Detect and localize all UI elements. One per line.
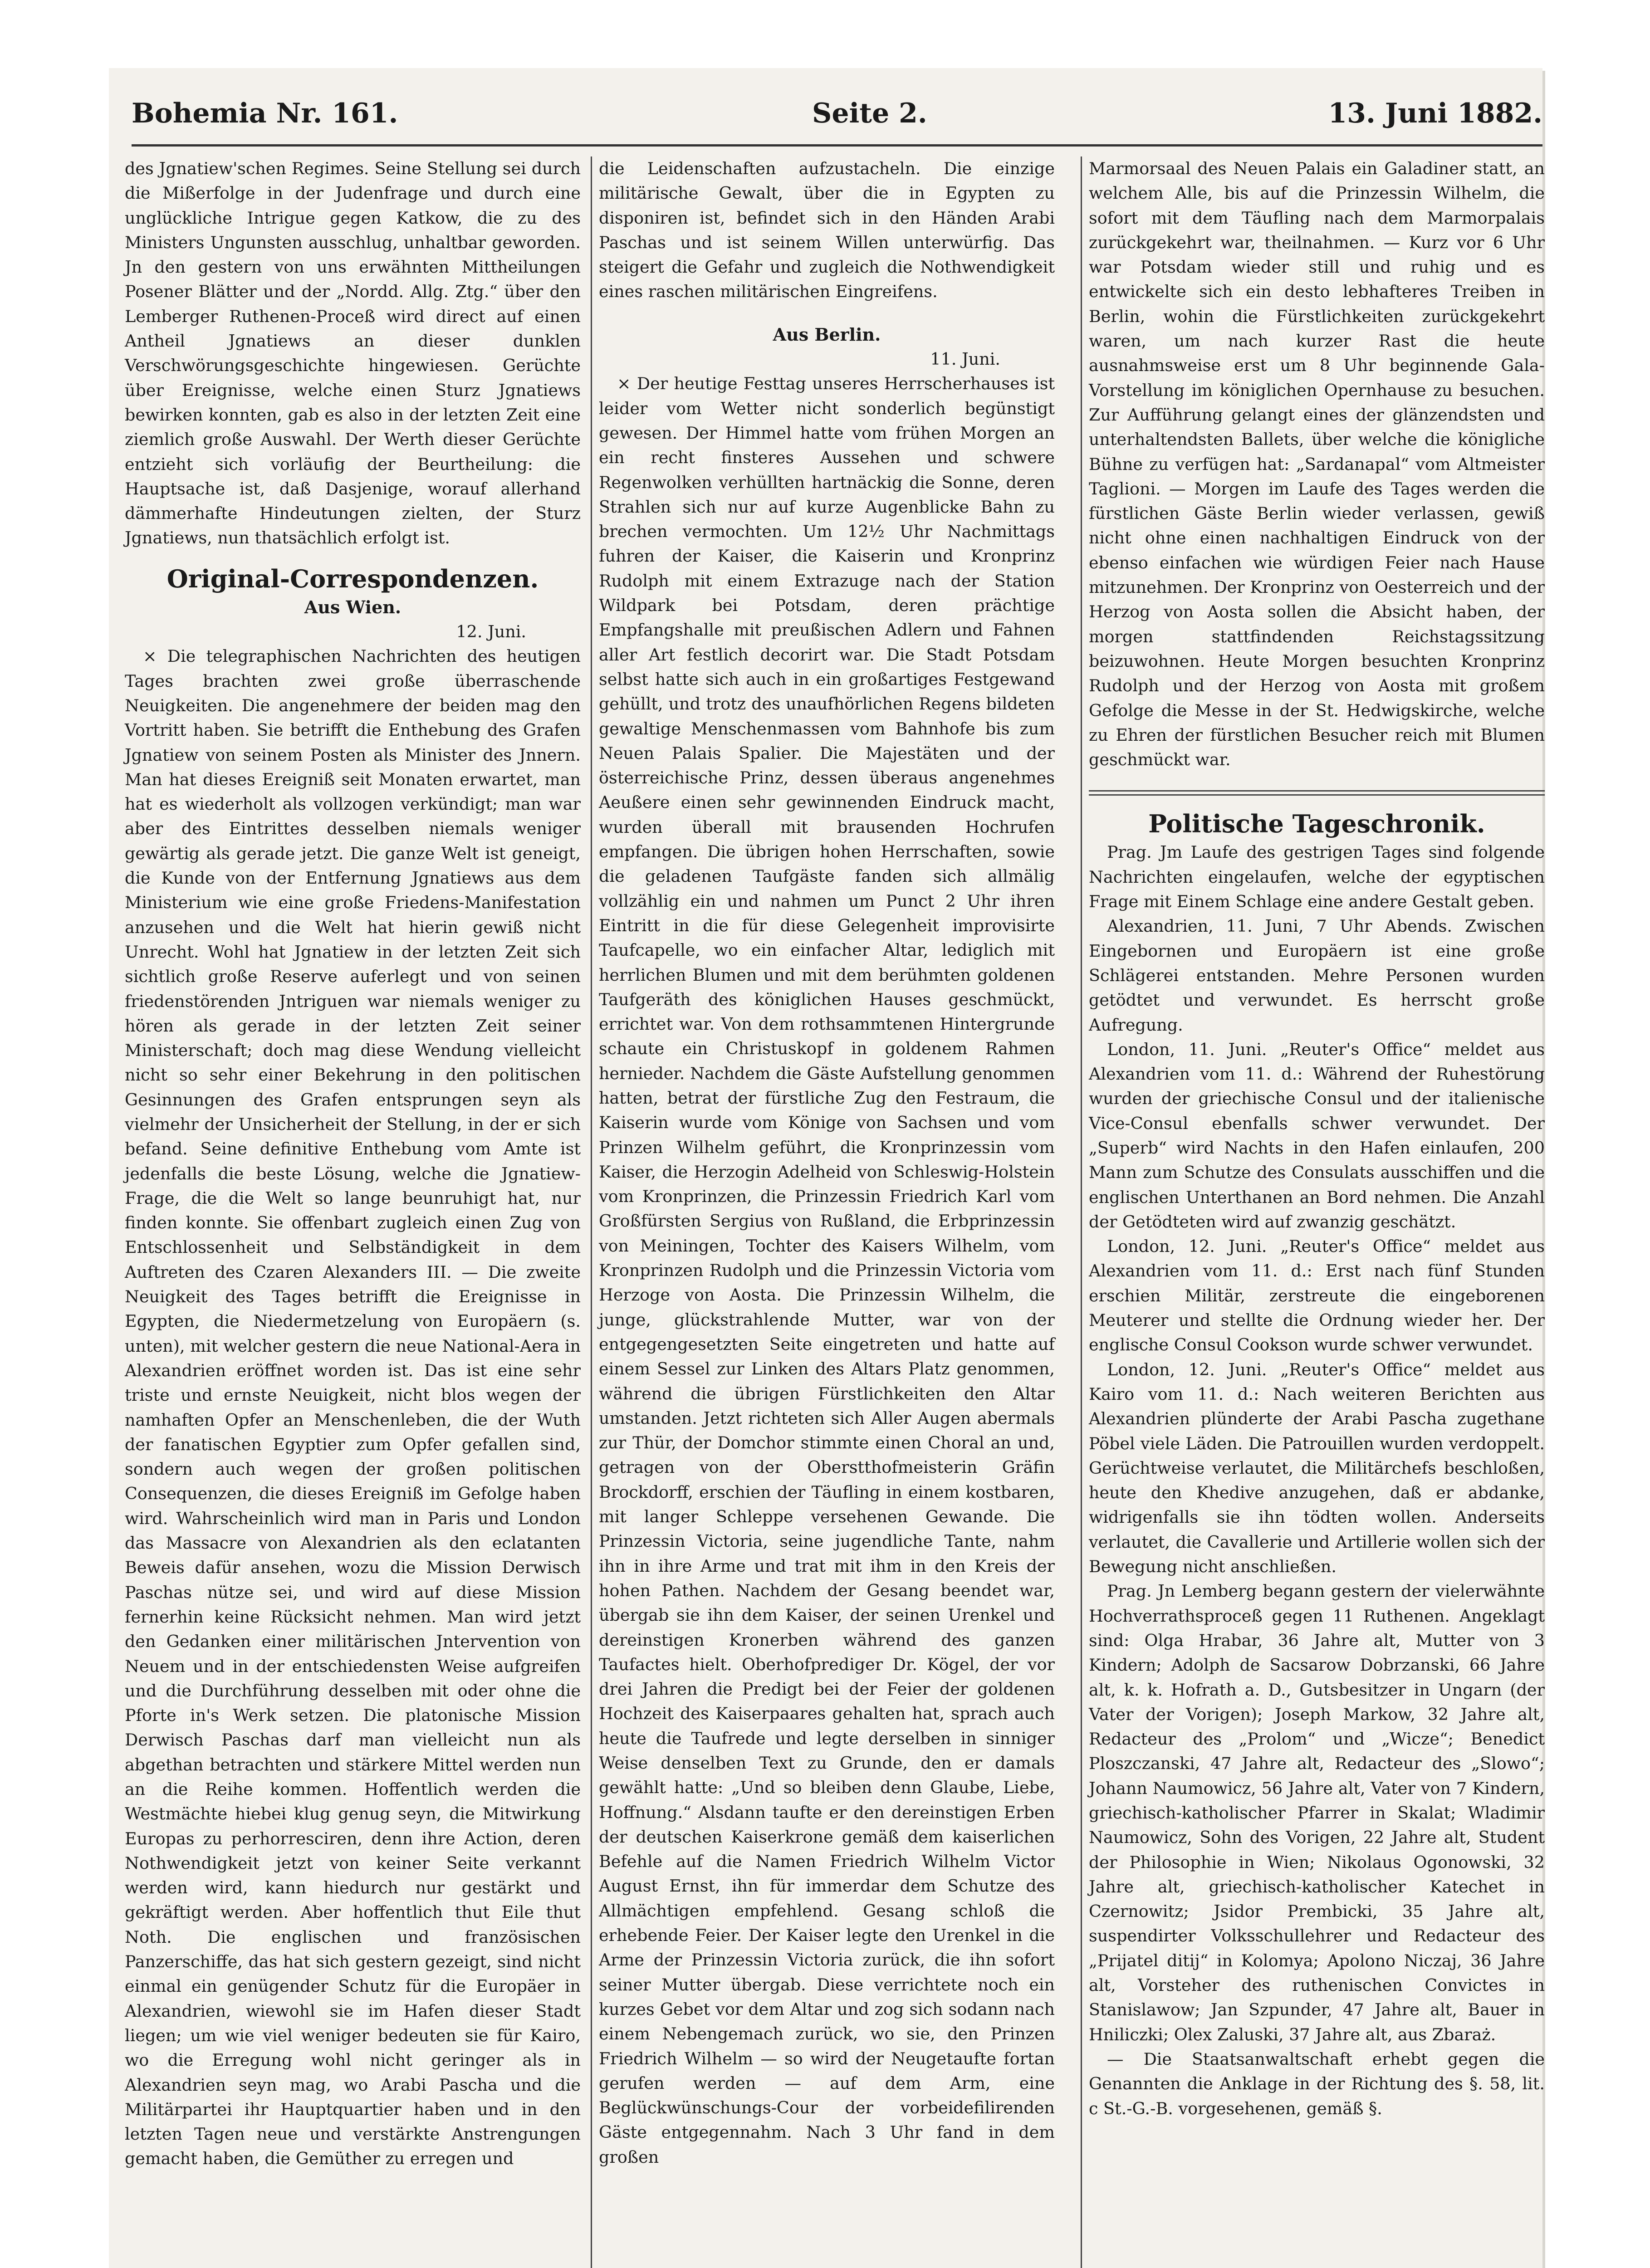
section-heading: Original-Correspondenzen. [166, 564, 539, 593]
news-item: Prag. Jm Laufe des gestrigen Tages sind folgende Nachrichten eingelaufen, welche der egyptischen Frage mit Einem Schlage eine andere Gestalt geben. [1089, 842, 1545, 912]
column-divider [1081, 156, 1082, 2268]
dateline-place: Aus Wien. [304, 596, 401, 617]
section-rule [1089, 790, 1545, 796]
dateline-date: 11. Juni. [930, 349, 1000, 369]
article-text: die Leidenschaften aufzustacheln. Die einzige militärische Gewalt, über die in Egypten zu disponiren ist, befindet sich in den Händen Arabi Paschas und ist seinem Willen unterwürfig. Das steigert die Gefahr und zugleich die Nothwendigkeit eines raschen militärischen Eingreifens. [599, 159, 1055, 302]
dateline-place: Aus Berlin. [773, 324, 881, 345]
column-3 [1089, 156, 1545, 2121]
news-item: London, 12. Juni. „Reuter's Office“ meldet aus Kairo vom 11. d.: Nach weiteren Berichten aus Alexandrien plünderte der Arabi Pascha zugethane Pöbel viele Läden. Die Patrouillen wurden verdoppelt. Gerüchtweise verlautet, die Militärchefs beschloßen, heute den Khedive anzugehen, daß er abdanke, widrigenfalls sie ihn tödten wollen. Anderseits verlautet, die Cavallerie und Artillerie wollen sich der Bewegung nicht anschließen. [1089, 1359, 1545, 1577]
issue-number: Bohemia Nr. 161. [132, 98, 398, 129]
article-text: des Jgnatiew'schen Regimes. Seine Stellung sei durch die Mißerfolge in der Judenfrage und durch eine unglückliche Intrigue gegen Katkow, die zu des Ministers Ungunsten ausschlug, unhaltbar geworden. Jn den gestern von uns erwähnten Mittheilungen Posener Blätter und der „Nordd. Allg. Ztg.“ über den Lemberger Ruthenen-Proceß wird direct auf einen Antheil Jgnatiews an dieser dunklen Verschwörungsgeschichte hingewiesen. Gerüchte über Ereignisse, welche einen Sturz Jgnatiews bewirken konnten, gab es also in der letzten Zeit eine ziemlich große Auswahl. Der Werth dieser Gerüchte entzieht sich vorläufig der Beurtheilung: die Hauptsache ist, daß Dasjenige, worauf allerhand dämmerhafte Hindeutungen zielten, der Sturz Jgnatiews, nun thatsächlich erfolgt ist. [125, 159, 581, 548]
news-item: London, 11. Juni. „Reuter's Office“ meldet aus Alexandrien vom 11. d.: Während der Ruhestörung wurden der griechische Consul und der italienische Vice-Consul ebenfalls schwer verwundet. Der „Superb“ wird Nachts in den Hafen einlaufen, 200 Mann zum Schutze des Consulats ausschiffen und die englischen Unterthanen an Bord nehmen. Die Anzahl der Getödteten wird auf zwanzig geschätzt. [1089, 1039, 1545, 1232]
dateline-date: 12. Juni. [456, 622, 526, 642]
news-item: Prag. Jn Lemberg begann gestern der vielerwähnte Hochverrathsproceß gegen 11 Ruthenen. Angeklagt sind: Olga Hrabar, 36 Jahre alt, Mutter von 3 Kindern; Adolph de Sacsarow Dobrzanski, 66 Jahre alt, k. k. Hofrath a. D., Gutsbesitzer in Ungarn (der Vater der Vorigen); Joseph Markow, 32 Jahre alt, Redacteur des „Prolom“ und „Wicze“; Benedict Ploszczanski, 47 Jahre alt, Redacteur des „Slowo“; Johann Naumowicz, 56 Jahre alt, Vater von 7 Kindern, griechisch-katholischer Pfarrer in Skalat; Wladimir Naumowicz, Sohn des Vorigen, 22 Jahre alt, Student der Philosophie in Wien; Nikolaus Ogonowski, 32 Jahre alt, griechisch-katholischer Katechet in Czernowitz; Jsidor Prembicki, 35 Jahre alt, suspendirter Volksschullehrer und Redacteur des „Prijatel ditij“ in Kolomya; Apolono Niczaj, 36 Jahre alt, Vorsteher des ruthenischen Convictes in Stanislawow; Jan Szpunder, 47 Jahre alt, Bauer in Hniliczki; Olex Zaluski, 37 Jahre alt, aus Zbaraż. [1089, 1581, 1545, 2044]
article-text: Marmorsaal des Neuen Palais ein Galadiner statt, an welchem Alle, bis auf die Prinzessin Wilhelm, die sofort mit dem Täufling nach dem Marmorpalais zurückgekehrt war, theilnahmen. — Kurz vor 6 Uhr war Potsdam wieder still und ruhig und es entwickelte sich ein desto lebhafteres Treiben in Berlin, wohin die Fürstlichkeiten zurückgekehrt waren, um nach kurzer Rast die heute ausnahmsweise erst um 8 Uhr beginnende Gala-Vorstellung im königlichen Opernhause zu besuchen. Zur Aufführung gelangt eines der glänzendsten und unterhaltendsten Ballets, über welche die königliche Bühne zu verfügen hat: „Sardanapal“ vom Altmeister Taglioni. — Morgen im Laufe des Tages werden die fürstlichen Gäste Berlin wieder verlassen, gewiß nicht ohne einen nachhaltigen Eindruck von der ebenso einfachen wie würdigen Feier nach Hause mitzunehmen. Der Kronprinz von Oesterreich und der Herzog von Aosta sollen die Absicht haben, der morgen stattfindenden Reichstagssitzung beizuwohnen. Heute Morgen besuchten Kronprinz Rudolph und der Herzog von Aosta mit großem Gefolge die Messe in der St. Hedwigskirche, welche zu Ehren der fürstlichen Besucher reich mit Blumen geschmückt war. [1089, 159, 1545, 770]
page-number: Seite 2. [812, 98, 927, 129]
header-rule [132, 144, 1542, 147]
masthead [132, 98, 1542, 138]
column-2 [599, 156, 1055, 2170]
news-item: — Die Staatsanwaltschaft erhebt gegen die Genannten die Anklage in der Richtung des §. 58, lit. c St.-G.-B. vorgesehenen, gemäß §. [1089, 2049, 1545, 2118]
article-text: × Der heutige Festtag unseres Herrscherhauses ist leider vom Wetter nicht sonderlich begünstigt gewesen. Der Himmel hatte vom frühen Morgen an ein recht finsteres Aussehen und schwere Regenwolken verhüllten hartnäckig die Sonne, deren Strahlen sich nur auf kurze Augenblicke Bahn zu brechen vermochten. Um 12½ Uhr Nachmittags fuhren der Kaiser, die Kaiserin und Kronprinz Rudolph mit einem Extrazuge nach der Station Wildpark bei Potsdam, deren prächtige Empfangshalle mit preußischen Adlern und Fahnen aller Art festlich decorirt war. Die Stadt Potsdam selbst hatte sich auch in ein großartiges Festgewand gehüllt, und trotz des unaufhörlichen Regens bildeten gewaltige Menschenmassen vom Bahnhofe bis zum Neuen Palais Spalier. Die Majestäten und der österreichische Prinz, dessen überaus angenehmes Aeußere einen sehr gewinnenden Eindruck macht, wurden überall mit brausenden Hochrufen empfangen. Die übrigen hohen Herrschaften, sowie die geladenen Taufgäste fanden sich allmälig vollzählig ein und nahmen um Punct 2 Uhr ihren Eintritt in die für diese Gelegenheit improvisirte Taufcapelle, wo ein einfacher Altar, lediglich mit herrlichen Blumen und mit dem berühmten goldenen Taufgeräth des königlichen Hauses geschmückt, errichtet war. Von dem rothsammtenen Hintergrunde schaute ein Christuskopf in goldenem Rahmen hernieder. Nachdem die Gäste Aufstellung genommen hatten, betrat der fürstliche Zug den Festraum, die Kaiserin wurde vom Könige von Sachsen und vom Prinzen Wilhelm geführt, die Kronprinzessin vom Kaiser, die Herzogin Adelheid von Schleswig-Holstein vom Kronprinzen, die Prinzessin Friedrich Karl vom Großfürsten Sergius von Rußland, die Erbprinzessin von Meiningen, Tochter des Kaisers Wilhelm, vom Kronprinzen Rudolph und die Prinzessin Victoria vom Herzoge von Aosta. Die Prinzessin Wilhelm, die junge, glückstrahlende Mutter, war von der entgegengesetzten Seite eingetreten und hatte auf einem Sessel zur Linken des Altars Platz genommen, während die übrigen Fürstlichkeiten den Altar umstanden. Jetzt richteten sich Aller Augen abermals zur Thür, der Domchor stimmte einen Choral an und, getragen von der Oberstthofmeisterin Gräfin Brockdorff, erschien der Täufling in einem kostbaren, mit langer Schleppe versehenen Gewande. Die Prinzessin Victoria, seine jugendliche Tante, nahm ihn in ihre Arme und trat mit ihm in den Kreis der hohen Pathen. Nachdem der Gesang beendet war, übergab sie ihn dem Kaiser, der seinen Urenkel und dereinstigen Kronerben während des ganzen Taufactes hielt. Oberhofprediger Dr. Kögel, der vor drei Jahren die Predigt bei der Feier der goldenen Hochzeit des Kaiserpaares gehalten hat, sprach auch heute die Taufrede und legte derselben in sinniger Weise denselben Text zu Grunde, den er damals gewählt hatte: „Und so bleiben denn Glaube, Liebe, Hoffnung.“ Alsdann taufte er den dereinstigen Erben der deutschen Kaiserkrone gemäß dem kaiserlichen Befehle auf die Namen Friedrich Wilhelm Victor August Ernst, ihn für immerdar dem Schutze des Allmächtigen empfehlend. Gesang schloß die erhebende Feier. Der Kaiser legte den Urenkel in die Arme der Prinzessin Victoria zurück, die ihn sofort seiner Mutter übergab. Diese verrichtete noch ein kurzes Gebet vor dem Altar und zog sich sodann nach einem Nebengemach zurück, wo sie, den Prinzen Friedrich Wilhelm — so wird der Neugetaufte fortan gerufen werden — auf dem Arm, eine Beglückwünschungs-Cour der vorbeidefilirenden Gäste entgegennahm. Nach 3 Uhr fand in dem großen [599, 374, 1055, 2167]
column-1 [125, 156, 581, 2171]
news-item: Alexandrien, 11. Juni, 7 Uhr Abends. Zwischen Eingebornen und Europäern ist eine große Schlägerei entstanden. Mehre Personen wurden getödtet und verwundet. Es herrscht große Aufregung. [1089, 916, 1545, 1035]
article-text: × Die telegraphischen Nachrichten des heutigen Tages brachten zwei große überraschende Neuigkeiten. Die angenehmere der beiden mag den Vortritt haben. Sie betrifft die Enthebung des Grafen Jgnatiew von seinem Posten als Minister des Jnnern. Man hat dieses Ereigniß seit Monaten erwartet, man hat es wiederholt als vollzogen verkündigt; man war aber des Eintrittes desselben niemals weniger gewärtig als gerade jetzt. Die ganze Welt ist geneigt, die Kunde von der Entfernung Jgnatiews aus dem Ministerium wie eine große Friedens-Manifestation anzusehen und die Welt hat hierin gewiß nicht Unrecht. Wohl hat Jgnatiew in der letzten Zeit sich sichtlich große Reserve auferlegt und von seinen friedenstörenden Jntriguen war niemals weniger zu hören als gerade in der letzten Zeit seiner Ministerschaft; doch mag diese Wendung vielleicht nicht so sehr einer Bekehrung in den politischen Gesinnungen des Grafen entsprungen seyn als vielmehr der Unsicherheit der Stellung, in der er sich befand. Seine definitive Enthebung vom Amte ist jedenfalls die beste Lösung, welche die Jgnatiew-Frage, die die Welt so lange beunruhigt hat, nur finden konnte. Sie offenbart zugleich einen Zug von Entschlossenheit und Selbständigkeit in dem Auftreten des Czaren Alexanders III. — Die zweite Neuigkeit des Tages betrifft die Ereignisse in Egypten, die Niedermetzelung von Europäern (s. unten), mit welcher gestern die neue National-Aera in Alexandrien eröffnet worden ist. Das ist eine sehr triste und ernste Neuigkeit, nicht blos wegen der namhaften Opfer an Menschenleben, die der Wuth der fanatischen Egyptier zum Opfer gefallen sind, sondern auch wegen der großen politischen Consequenzen, die dieses Ereigniß im Gefolge haben wird. Wahrscheinlich wird man in Paris und London das Massacre von Alexandrien als den eclatanten Beweis dafür ansehen, wozu die Mission Derwisch Paschas nütze sei, und wird auf diese Mission fernerhin keine Rücksicht nehmen. Man wird jetzt den Gedanken einer militärischen Jntervention von Neuem und in der entschiedensten Weise aufgreifen und die Durchführung desselben mit oder ohne die Pforte in's Werk setzen. Die platonische Mission Derwisch Paschas darf man vielleicht nun als abgethan betrachten und stärkere Mittel werden nun an die Reihe kommen. Hoffentlich werden die Westmächte hiebei klug genug seyn, die Mitwirkung Europas zu perhorresciren, denn ihre Action, deren Nothwendigkeit jetzt von keiner Seite verkannt werden wird, kann hiedurch nur gestärkt und gekräftigt werden. Aber hoffentlich thut Eile thut Noth. Die englischen und französischen Panzerschiffe, das hat sich gestern gezeigt, sind nicht einmal ein genügender Schutz für die Europäer in Alexandrien, wiewohl sie im Hafen dieser Stadt liegen; um wie viel weniger bedeuten sie für Kairo, wo die Erregung wohl nicht geringer als in Alexandrien seyn mag, wo Arabi Pascha und die Militärpartei ihr Hauptquartier haben und in den letzten Tagen neue und verstärkte Anstrengungen gemacht haben, die Gemüther zu erregen und [125, 646, 581, 2169]
column-divider [591, 156, 592, 2268]
news-item: London, 12. Juni. „Reuter's Office“ meldet aus Alexandrien vom 11. d.: Erst nach fünf Stunden erschien Militär, zerstreute die eingeborenen Meuterer und stellte die Ordnung wieder her. Der englische Consul Cookson wurde schwer verwundet. [1089, 1237, 1545, 1355]
section-heading: Politische Tageschronik. [1148, 809, 1485, 839]
issue-date: 13. Juni 1882. [1328, 98, 1542, 129]
